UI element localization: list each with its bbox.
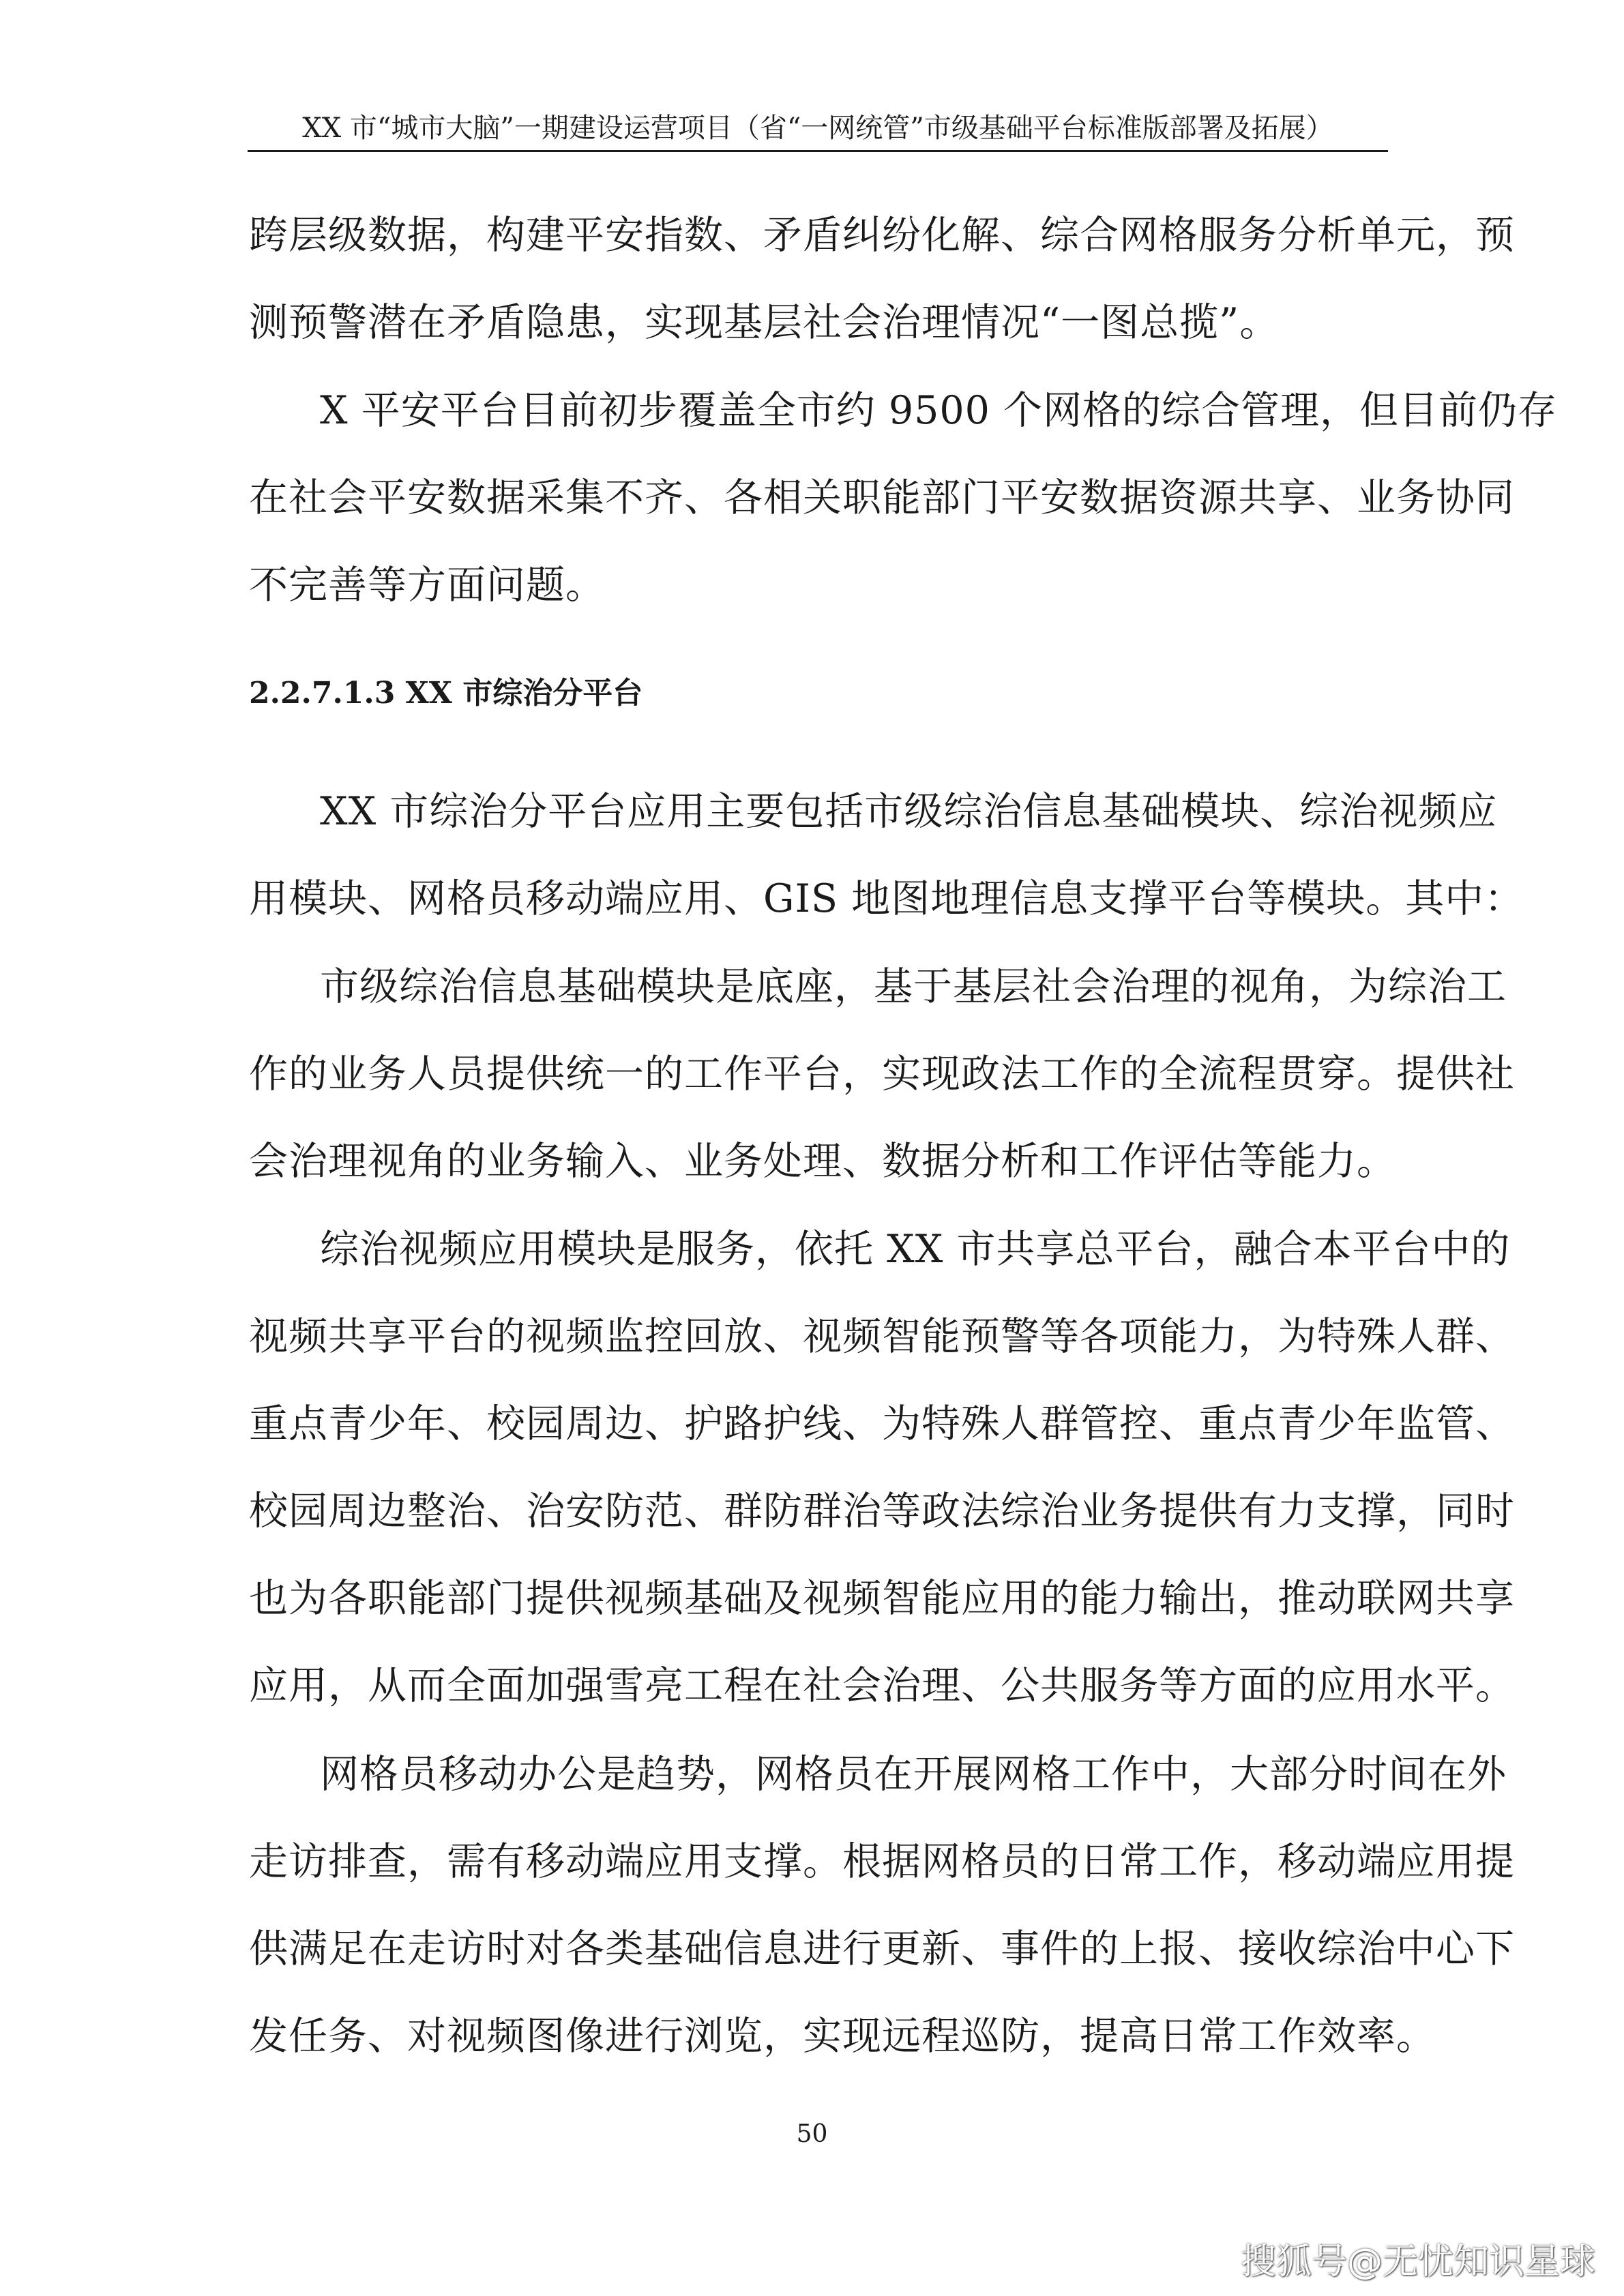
paragraph-line: 应用，从而全面加强雪亮工程在社会治理、公共服务等方面的应用水平。 xyxy=(249,1663,1515,1708)
watermark-text: 搜狐号@无忧知识星球 xyxy=(1240,2241,1595,2282)
paragraph-line: 不完善等方面问题。 xyxy=(249,563,605,608)
paragraph-line: 市级综治信息基础模块是底座，基于基层社会治理的视角，为综治工 xyxy=(320,964,1507,1009)
paragraph-line: 供满足在走访时对各类基础信息进行更新、事件的上报、接收综治中心下 xyxy=(249,1926,1515,1971)
paragraph-line: 也为各职能部门提供视频基础及视频智能应用的能力输出，推动联网共享 xyxy=(249,1576,1515,1621)
paragraph-line: 重点青少年、校园周边、护路护线、为特殊人群管控、重点青少年监管、 xyxy=(249,1401,1515,1446)
paragraph-line: 综治视频应用模块是服务，依托 XX 市共享总平台，融合本平台中的 xyxy=(320,1227,1511,1272)
paragraph-line: 跨层级数据，构建平安指数、矛盾纠纷化解、综合网格服务分析单元，预 xyxy=(249,213,1515,258)
paragraph-line: 网格员移动办公是趋势，网格员在开展网格工作中，大部分时间在外 xyxy=(320,1752,1507,1797)
paragraph-line: 视频共享平台的视频监控回放、视频智能预警等各项能力，为特殊人群、 xyxy=(249,1314,1515,1359)
paragraph-line: 走访排查，需有移动端应用支撑。根据网格员的日常工作，移动端应用提 xyxy=(249,1839,1515,1884)
page-number: 50 xyxy=(796,2120,828,2148)
paragraph-line: 校园周边整治、治安防范、群防群治等政法综治业务提供有力支撑，同时 xyxy=(249,1489,1515,1534)
paragraph-line: 会治理视角的业务输入、业务处理、数据分析和工作评估等能力。 xyxy=(249,1139,1396,1184)
section-heading: 2.2.7.1.3 XX 市综治分平台 xyxy=(249,676,643,711)
paragraph-line: 用模块、网格员移动端应用、GIS 地图地理信息支撑平台等模块。其中： xyxy=(249,876,1524,921)
paragraph-line: 发任务、对视频图像进行浏览，实现远程巡防，提高日常工作效率。 xyxy=(249,2014,1436,2059)
paragraph-line: X 平安平台目前初步覆盖全市约 9500 个网格的综合管理，但目前仍存 xyxy=(320,388,1557,433)
header-divider xyxy=(248,150,1388,152)
page-header: XX 市“城市大脑”一期建设运营项目（省“一网统管”市级基础平台标准版部署及拓展） xyxy=(302,113,1333,144)
paragraph-line: 作的业务人员提供统一的工作平台，实现政法工作的全流程贯穿。提供社 xyxy=(249,1052,1515,1097)
paragraph-line: 在社会平安数据采集不齐、各相关职能部门平安数据资源共享、业务协同 xyxy=(249,475,1515,520)
paragraph-line: 测预警潜在矛盾隐患，实现基层社会治理情况“一图总揽”。 xyxy=(249,300,1280,345)
paragraph-line: XX 市综治分平台应用主要包括市级综治信息基础模块、综治视频应 xyxy=(320,789,1498,834)
